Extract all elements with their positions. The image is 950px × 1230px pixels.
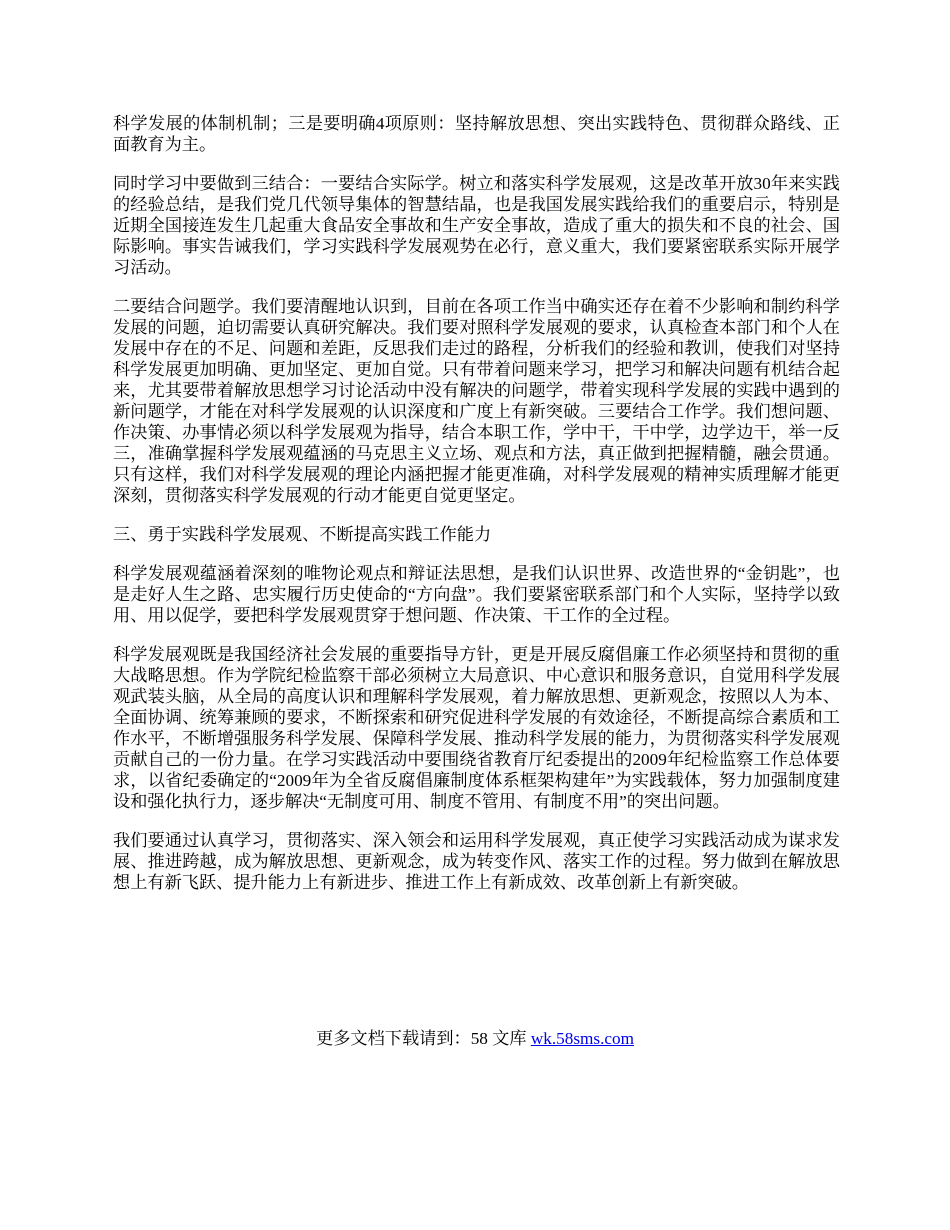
footer-download-note: [0, 1028, 950, 1050]
paragraph-golden-key: 科学发展观蕴涵着深刻的唯物论观点和辩证法思想，是我们认识世界、改造世界的“金钥匙”，也是走好人生之路、忠实履行历史使命的“方向盘”。我们要紧密联系部门和个人实际，坚持学以致用、用以促学，要把科学发展观贯穿于想问题、作决策、干工作的全过程。: [113, 564, 840, 625]
section-heading: 三、勇于实践科学发展观、不断提高实践工作能力: [113, 525, 492, 544]
document-body: [113, 113, 840, 911]
paragraph-combine-practice: 同时学习中要做到三结合：一要结合实际学。树立和落实科学发展观，这是改革开放30年来实践的经验总结，是我们党几代领导集体的智慧结晶，也是我国发展实践给我们的重要启示，特别是近期全国接连发生几起重大食品安全事故和生产安全事故，造成了重大的损失和不良的社会、国际影响。事实告诫我们，学习实践科学发展观势在必行，意义重大，我们要紧密联系实际开展学习活动。: [113, 174, 840, 277]
paragraph-combine-problems: 二要结合问题学。我们要清醒地认识到，目前在各项工作当中确实还存在着不少影响和制约科学发展的问题，迫切需要认真研究解决。我们要对照科学发展观的要求，认真检查本部门和个人在发展中存在的不足、问题和差距，反思我们走过的路程，分析我们的经验和教训，使我们对坚持科学发展更加明确、更加坚定、更加自觉。只有带着问题来学习，把学习和解决问题有机结合起来，尤其要带着解放思想学习讨论活动中没有解决的问题学，带着实现科学发展的实践中遇到的新问题学，才能在对科学发展观的认识深度和广度上有新突破。三要结合工作学。我们想问题、作决策、办事情必须以科学发展观为指导，结合本职工作，学中干，干中学，边学边干，举一反三，准确掌握科学发展观蕴涵的马克思主义立场、观点和方法，真正做到把握精髓，融会贯通。只有这样，我们对科学发展观的理论内涵把握才能更准确，对科学发展观的精神实质理解才能更深刻，贯彻落实科学发展观的行动才能更自觉更坚定。: [113, 297, 840, 505]
paragraph-principles: 科学发展的体制机制；三是要明确4项原则：坚持解放思想、突出实践特色、贯彻群众路线、正面教育为主。: [113, 114, 840, 154]
paragraph-strategy: 科学发展观既是我国经济社会发展的重要指导方针，更是开展反腐倡廉工作必须坚持和贯彻的重大战略思想。作为学院纪检监察干部必须树立大局意识、中心意识和服务意识，自觉用科学发展观武装头脑，从全局的高度认识和理解科学发展观，着力解放思想、更新观念，按照以人为本、全面协调、统筹兼顾的要求，不断探索和研究促进科学发展的有效途径，不断提高综合素质和工作水平，不断增强服务科学发展、保障科学发展、推动科学发展的能力，为贯彻落实科学发展观贡献自己的一份力量。在学习实践活动中要围绕省教育厅纪委提出的2009年纪检监察工作总体要求，以省纪委确定的“2009年为全省反腐倡廉制度体系框架构建年”为实践载体，努力加强制度建设和强化执行力，逐步解决“无制度可用、制度不管用、有制度不用”的突出问题。: [113, 645, 840, 811]
footer-prefix: 更多文档下载请到：58 文库: [316, 1029, 531, 1048]
paragraph-conclusion: 我们要通过认真学习，贯彻落实、深入领会和运用科学发展观，真正使学习实践活动成为谋求发展、推进跨越，成为解放思想、更新观念，成为转变作风、落实工作的过程。努力做到在解放思想上有新飞跃、提升能力上有新进步、推进工作上有新成效、改革创新上有新突破。: [113, 831, 840, 892]
footer-link[interactable]: wk.58sms.com: [530, 1029, 634, 1048]
